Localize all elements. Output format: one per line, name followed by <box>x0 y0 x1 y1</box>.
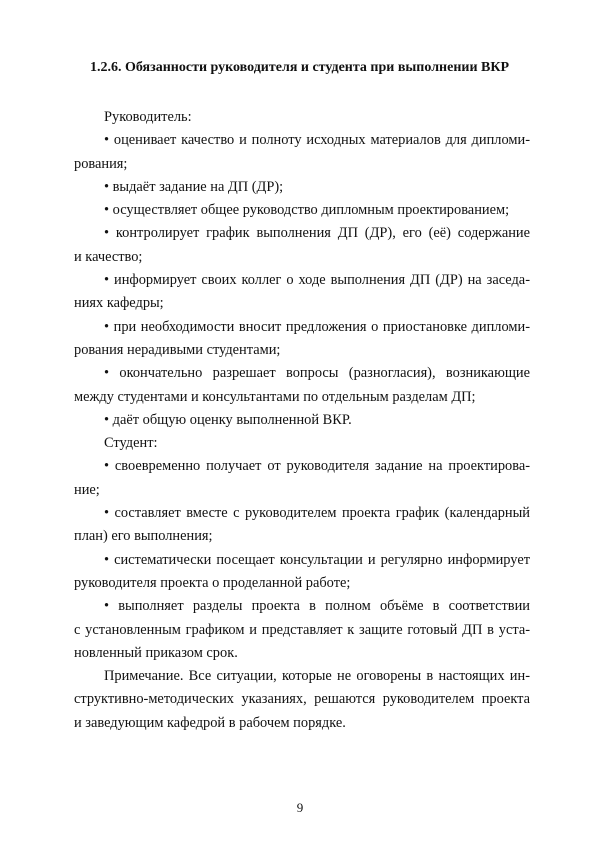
section-heading: 1.2.6. Обязанности руководителя и студента при выполнении ВКР <box>90 60 510 75</box>
text-line: Руководитель: <box>104 109 192 125</box>
text-line: • окончательно разрешает вопросы (разногласия), возникающие <box>104 365 530 382</box>
text-line: структивно-методических указаниях, решаются руководителем проекта <box>74 691 530 708</box>
text-line: • выдаёт задание на ДП (ДР); <box>104 178 284 195</box>
text-line: • при необходимости вносит предложения о приостановке дипломи- <box>104 318 530 335</box>
text-line: рования; <box>74 155 128 172</box>
text-line: • систематически посещает консультации и регулярно информирует <box>104 551 530 568</box>
text-line: и качество; <box>74 248 143 265</box>
text-line: Студент: <box>104 435 158 452</box>
text-line: • оценивает качество и полноту исходных материалов для дипломи- <box>104 132 530 149</box>
document-body <box>74 106 530 735</box>
text-line: • своевременно получает от руководителя задание на проектирова- <box>104 458 530 475</box>
text-line: с установленным графиком и представляет к защите готовый ДП в уста- <box>74 621 530 638</box>
text-line: новленный приказом срок. <box>74 644 238 661</box>
text-line: Примечание. Все ситуации, которые не оговорены в настоящих ин- <box>104 668 530 685</box>
text-line: • информирует своих коллег о ходе выполнения ДП (ДР) на заседа- <box>104 272 530 289</box>
text-line: ниях кафедры; <box>74 295 164 312</box>
text-line: план) его выполнения; <box>74 528 213 545</box>
text-line: • выполняет разделы проекта в полном объёме в соответствии <box>104 598 530 615</box>
text-line: • составляет вместе с руководителем проекта график (календарный <box>104 505 530 522</box>
text-line: рования нерадивыми студентами; <box>74 341 281 358</box>
text-line: ние; <box>74 481 100 498</box>
text-line: • контролирует график выполнения ДП (ДР), его (её) содержание <box>104 225 530 242</box>
text-line: между студентами и консультантами по отдельным разделам ДП; <box>74 388 476 405</box>
page-number: 9 <box>296 800 304 815</box>
text-line: руководителя проекта о проделанной работе; <box>74 574 351 591</box>
text-line: и заведующим кафедрой в рабочем порядке. <box>74 714 346 731</box>
text-line: • даёт общую оценку выполненной ВКР. <box>104 411 352 428</box>
text-line: • осуществляет общее руководство дипломным проектированием; <box>104 202 510 219</box>
